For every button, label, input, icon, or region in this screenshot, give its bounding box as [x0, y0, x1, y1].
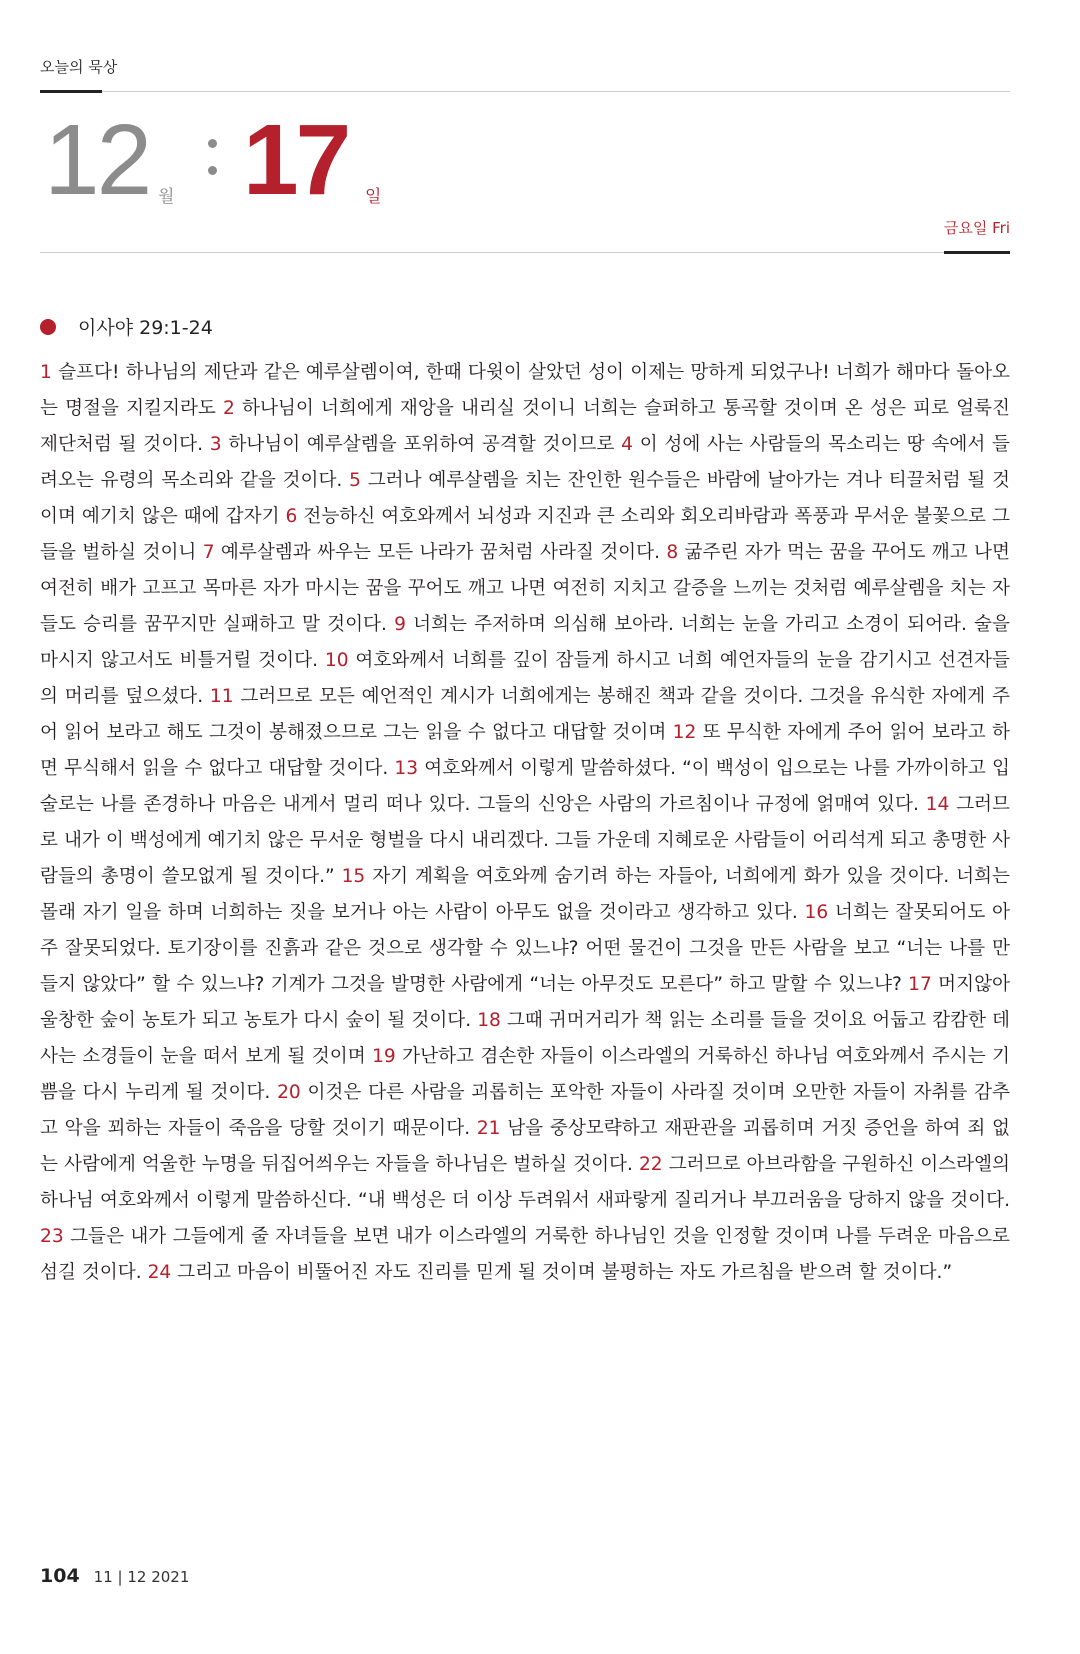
verse-number: 12	[672, 722, 697, 743]
verse-text: 예루살렘과 싸우는 모든 나라가 꿈처럼 사라질 것이다.	[220, 542, 661, 563]
verse-number: 13	[394, 758, 419, 779]
verse-text: 이것은 다른 사람을 괴롭히는 포악한 자들이 사라질 것이며 오만한 자들이 자취를 감추고 악을 꾀하는 자들이 죽음을 당할 것이기 때문이다.	[40, 1082, 1010, 1139]
verse-text: 너희는 주저하며 의심해 보아라. 너희는 눈을 가리고 소경이 되어라. 술을 마시지 않고서도 비틀거릴 것이다.	[40, 614, 1010, 671]
verse-number: 20	[277, 1082, 301, 1103]
verse-number: 16	[804, 902, 829, 923]
verse-number: 7	[202, 542, 215, 563]
verse-text: 그때 귀머거리가 책 읽는 소리를 들을 것이요 어둡고 캄캄한 데 사는 소경들이 눈을 떠서 보게 될 것이며	[40, 1010, 1010, 1067]
verse-number: 4	[621, 434, 633, 455]
date-divider	[40, 252, 1010, 253]
verse-text: 그러나 예루살렘을 치는 잔인한 원수들은 바람에 날아가는 겨나 티끌처럼 될 것이며 예기치 않은 때에 갑자기	[40, 470, 1010, 527]
verse-text: 슬프다! 하나님의 제단과 같은 예루살렘이여, 한때 다윗이 살았던 성이 이제는 망하게 되었구나! 너희가 해마다 돌아오는 명절을 지킬지라도	[40, 362, 1010, 419]
verse-number: 11	[209, 686, 234, 707]
day-number: 17	[243, 104, 349, 216]
scripture-text	[40, 355, 1010, 1291]
verse-number: 15	[341, 866, 366, 887]
verse-text: 그들은 내가 그들에게 줄 자녀들을 보면 내가 이스라엘의 거룩한 하나님인 것을 인정할 것이며 나를 두려운 마음으로 섬길 것이다.	[40, 1226, 1010, 1283]
verse-number: 22	[638, 1154, 663, 1175]
verse-number: 18	[477, 1010, 501, 1031]
verse-number: 23	[40, 1226, 64, 1247]
header-divider-accent	[40, 90, 102, 93]
verse-text: 남을 중상모략하고 재판관을 괴롭히며 거짓 증언을 하여 죄 없는 사람에게 억울한 누명을 뒤집어씌우는 자들을 하나님은 벌하실 것이다.	[40, 1118, 1010, 1175]
verse-number: 19	[372, 1046, 396, 1067]
verse-text: 전능하신 여호와께서 뇌성과 지진과 큰 소리와 회오리바람과 폭풍과 무서운 불꽃으로 그들을 벌하실 것이니	[40, 506, 1010, 563]
verse-text: 그러므로 내가 이 백성에게 예기치 않은 무서운 형벌을 다시 내리겠다. 그들 가운데 지혜로운 사람들이 어리석게 되고 총명한 사람들의 총명이 쓸모없게 될 것이다.”	[40, 794, 1010, 887]
verse-text: 너희는 잘못되어도 아주 잘못되었다. 토기장이를 진흙과 같은 것으로 생각할 수 있느냐? 어떤 물건이 그것을 만든 사람을 보고 “너는 나를 만들지 않았다” 할 수 있느냐? 기계가 그것을 발명한 사람에게 “너는 아무것도 모른다” 하고 말할 수 있느냐?	[40, 902, 1010, 995]
section-label: 오늘의 묵상	[40, 58, 118, 76]
page-number: 104	[40, 1565, 80, 1587]
verse-number: 1	[40, 362, 52, 383]
bullet-dot-icon	[40, 319, 56, 335]
verse-text: 여호와께서 이렇게 말씀하셨다. “이 백성이 입으로는 나를 가까이하고 입술로는 나를 존경하나 마음은 내게서 멀리 떠나 있다. 그들의 신앙은 사람의 가르침이나 규정에 얽매여 있다.	[40, 758, 1010, 815]
verse-text: 하나님이 너희에게 재앙을 내리실 것이니 너희는 슬퍼하고 통곡할 것이며 온 성은 피로 얼룩진 제단처럼 될 것이다.	[40, 398, 1010, 455]
day-unit: 일	[365, 187, 382, 207]
verse-number: 10	[324, 650, 349, 671]
verse-text: 머지않아 울창한 숲이 농토가 되고 농토가 다시 숲이 될 것이다.	[40, 974, 1010, 1031]
verse-text: 가난하고 겸손한 자들이 이스라엘의 거룩하신 하나님 여호와께서 주시는 기쁨을 다시 누리게 될 것이다.	[40, 1046, 1010, 1103]
page-footer	[40, 1565, 189, 1587]
weekday-label: 금요일 Fri	[943, 219, 1010, 237]
verse-text: 자기 계획을 여호와께 숨기려 하는 자들아, 너희에게 화가 있을 것이다. 너희는 몰래 자기 일을 하며 너희하는 짓을 보거나 아는 사람이 아무도 없을 것이라고 생각하고 있다.	[40, 866, 1010, 923]
verse-text: 그러므로 모든 예언적인 계시가 너희에게는 봉해진 책과 같을 것이다. 그것을 유식한 자에게 주어 읽어 보라고 해도 그것이 봉해졌으므로 그는 읽을 수 없다고 대답할 것이며	[40, 686, 1010, 743]
verse-text: 굶주린 자가 먹는 꿈을 꾸어도 깨고 나면 여전히 배가 고프고 목마른 자가 마시는 꿈을 꾸어도 깨고 나면 여전히 지치고 갈증을 느끼는 것처럼 예루살렘을 치는 자들도 승리를 꿈꾸지만 실패하고 말 것이다.	[40, 542, 1010, 635]
verse-number: 9	[394, 614, 406, 635]
verse-text: 그러므로 아브라함을 구원하신 이스라엘의 하나님 여호와께서 이렇게 말씀하신다. “내 백성은 더 이상 두려워서 새파랗게 질리거나 부끄러움을 당하지 않을 것이다.	[40, 1154, 1011, 1211]
verse-number: 8	[666, 542, 679, 563]
verse-text: 이 성에 사는 사람들의 목소리는 땅 속에서 들려오는 유령의 목소리와 같을 것이다.	[40, 434, 1010, 491]
date-divider-accent	[944, 251, 1010, 254]
verse-number: 17	[908, 974, 932, 995]
verse-text: 하나님이 예루살렘을 포위하여 공격할 것이므로	[228, 434, 615, 455]
header-divider	[40, 91, 1010, 92]
passage-reference: 이사야 29:1-24	[78, 317, 213, 339]
verse-number: 2	[223, 398, 235, 419]
month-unit: 월	[158, 187, 175, 207]
verse-number: 6	[285, 506, 298, 527]
verse-number: 21	[476, 1118, 501, 1139]
verse-text: 또 무식한 자에게 주어 읽어 보라고 하면 무식해서 읽을 수 없다고 대답할 것이다.	[40, 722, 1010, 779]
month-number: 12	[44, 104, 150, 216]
verse-number: 3	[209, 434, 222, 455]
passage-heading	[40, 313, 213, 340]
verse-number: 24	[147, 1262, 172, 1283]
verse-text: 여호와께서 너희를 깊이 잠들게 하시고 너희 예언자들의 눈을 감기시고 선견자들의 머리를 덮으셨다.	[40, 650, 1010, 707]
verse-number: 14	[925, 794, 950, 815]
issue-label: 11 | 12 2021	[93, 1568, 190, 1586]
verse-number: 5	[349, 470, 361, 491]
verse-text: 그리고 마음이 비뚤어진 자도 진리를 믿게 될 것이며 불평하는 자도 가르침을 받으려 할 것이다.”	[177, 1262, 953, 1283]
